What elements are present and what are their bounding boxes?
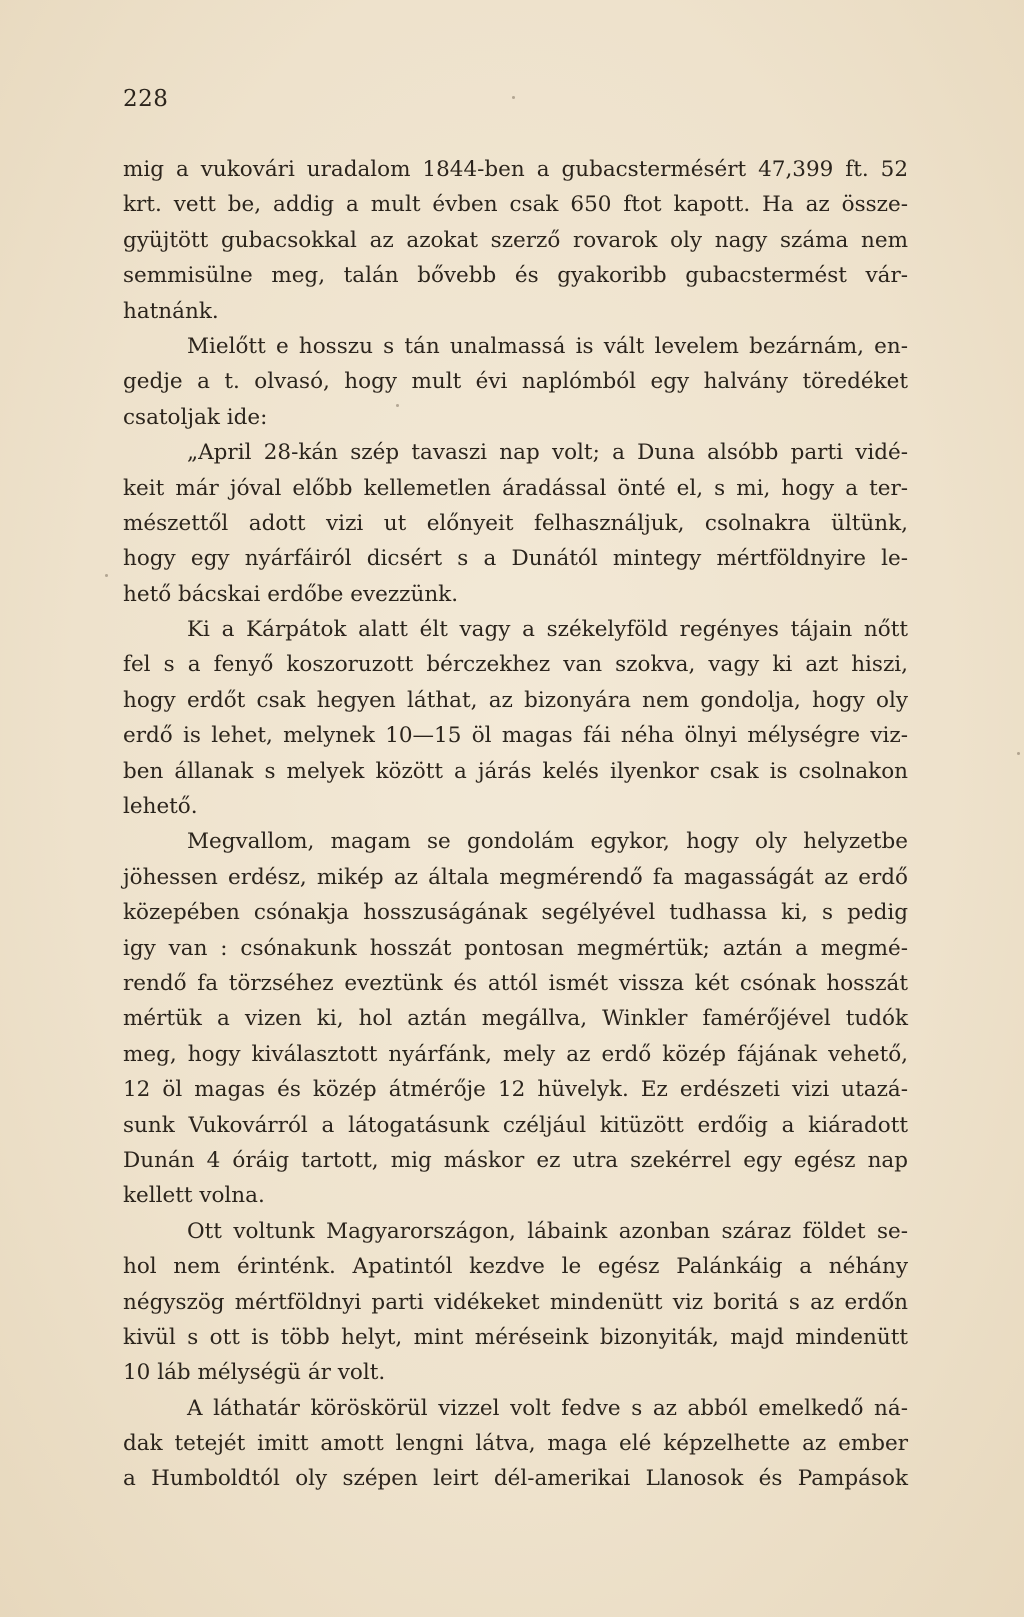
text-line: kivül s ott is több helyt, mint méréseink bizonyiták, majd mindenütt xyxy=(123,1324,908,1350)
text-line: hogy erdőt csak hegyen láthat, az bizonyára nem gondolja, hogy oly xyxy=(123,687,908,713)
text-line: hol nem érinténk. Apatintól kezdve le egész Palánkáig a néhány xyxy=(123,1254,908,1280)
text-line: Mielőtt e hosszu s tán unalmassá is vált levelem bezárnám, en- xyxy=(187,333,908,359)
text-line: fel s a fenyő koszoruzott bérczekhez van szokva, vagy ki azt hiszi, xyxy=(123,652,908,678)
text-line: a Humboldtól oly szépen leirt dél-amerikai Llanosok és Pampások xyxy=(123,1466,908,1492)
text-line: mig a vukovári uradalom 1844-ben a gubacstermésért 47,399 ft. 52 xyxy=(123,157,908,182)
body-text xyxy=(123,152,908,1497)
text-line: mészettől adott vizi ut előnyeit felhasználjuk, csolnakra ültünk, xyxy=(123,510,908,536)
text-line: mértük a vizen ki, hol aztán megállva, Winkler famérőjével tudók xyxy=(123,1006,908,1032)
text-line: hatnánk. xyxy=(123,298,219,324)
paper-speck xyxy=(105,574,108,577)
text-line: Megvallom, magam se gondolám egykor, hogy oly helyzetbe xyxy=(187,829,908,855)
paragraph xyxy=(123,824,908,1213)
text-line: sunk Vukovárról a látogatásunk czéljául kitüzött erdőig a kiáradott xyxy=(123,1112,908,1138)
text-line: hető bácskai erdőbe evezzünk. xyxy=(123,581,459,607)
text-line: jöhessen erdész, mikép az általa megmérendő fa magasságát az erdő xyxy=(123,864,908,890)
text-line: hogy egy nyárfáiról dicsért s a Dunától mintegy mértföldnyire le- xyxy=(123,546,908,572)
text-line: meg, hogy kiválasztott nyárfánk, mely az erdő közép fájának vehető, xyxy=(123,1041,908,1067)
text-line: gedje a t. olvasó, hogy mult évi naplómból egy halvány töredéket xyxy=(123,369,908,395)
paragraph xyxy=(123,435,908,612)
text-line: dak tetejét imitt amott lengni látva, maga elé képzelhette az ember xyxy=(123,1431,908,1457)
text-line: A láthatár köröskörül vizzel volt fedve s az abból emelkedő ná- xyxy=(187,1395,908,1421)
text-line: Ott voltunk Magyarországon, lábaink azonban száraz földet se- xyxy=(187,1218,908,1244)
text-line: krt. vett be, addig a mult évben csak 650 ftot kapott. Ha az össze- xyxy=(123,192,908,218)
text-line: Ki a Kárpátok alatt élt vagy a székelyföld regényes tájain nőtt xyxy=(187,617,908,643)
paper-speck xyxy=(396,404,399,407)
text-line: Dunán 4 óráig tartott, mig máskor ez utra szekérrel egy egész nap xyxy=(123,1147,908,1173)
page-number: 228 xyxy=(123,86,169,112)
paragraph xyxy=(123,612,908,824)
paragraph xyxy=(123,1391,908,1497)
paragraph xyxy=(123,152,908,329)
text-line: négyszög mértföldnyi parti vidékeket mindenütt viz boritá s az erdőn xyxy=(123,1289,908,1315)
paper-speck xyxy=(1017,752,1020,755)
text-line: keit már jóval előbb kellemetlen áradással önté el, s mi, hogy a ter- xyxy=(123,475,908,501)
text-line: lehető. xyxy=(123,794,198,820)
paper-speck xyxy=(512,96,515,99)
text-line: közepében csónakja hosszuságának segélyével tudhassa ki, s pedig xyxy=(123,900,908,926)
text-line: 10 láb mélységü ár volt. xyxy=(123,1360,386,1386)
text-line: erdő is lehet, melynek 10—15 öl magas fái néha ölnyi mélységre viz- xyxy=(123,723,908,749)
text-line: igy van : csónakunk hosszát pontosan megmértük; aztán a megmé- xyxy=(123,935,908,961)
text-line: ben állanak s melyek között a járás kelés ilyenkor csak is csolnakon xyxy=(123,758,908,784)
paragraph xyxy=(123,329,908,435)
text-line: csatoljak ide: xyxy=(123,404,268,430)
paragraph xyxy=(123,1214,908,1391)
text-line: rendő fa törzséhez eveztünk és attól ismét vissza két csónak hosszát xyxy=(123,970,908,996)
text-line: „April 28-kán szép tavaszi nap volt; a Duna alsóbb parti vidé- xyxy=(187,440,908,466)
text-line: kellett volna. xyxy=(123,1183,265,1209)
text-line: semmisülne meg, talán bővebb és gyakoribb gubacstermést vár- xyxy=(123,263,908,289)
text-line: 12 öl magas és közép átmérője 12 hüvelyk. Ez erdészeti vizi utazá- xyxy=(123,1077,908,1103)
text-line: gyüjtött gubacsokkal az azokat szerző rovarok oly nagy száma nem xyxy=(123,227,908,253)
